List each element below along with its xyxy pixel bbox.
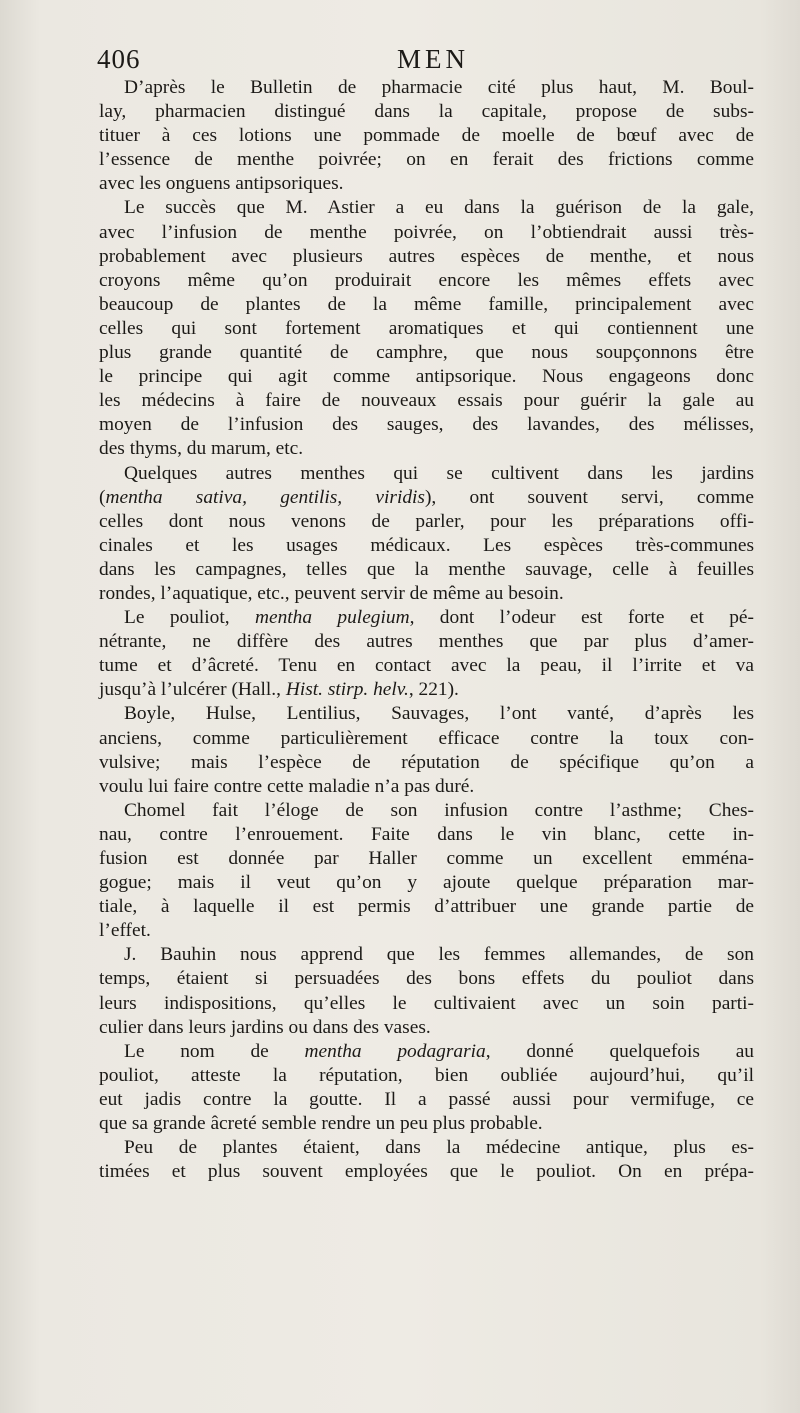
text-run: dans les campagnes, telles que la menthe sauvage, celle à feuilles: [99, 558, 754, 580]
italic-run: mentha pulegium: [254, 607, 410, 629]
text-run: que sa grande âcreté semble rendre un peu plus probable.: [99, 1113, 543, 1135]
text-line: [99, 413, 754, 437]
running-head: MEN: [397, 44, 469, 74]
text-line: [99, 341, 754, 365]
text-line: [99, 582, 754, 606]
text-line: [99, 943, 754, 967]
text-run: croyons même qu’on produirait encore les mêmes effets avec: [99, 269, 754, 291]
text-line: [99, 124, 754, 148]
text-line: [99, 630, 754, 654]
text-line: [99, 389, 754, 413]
text-line: [99, 486, 754, 510]
text-line: [99, 437, 754, 461]
text-line: [99, 534, 754, 558]
text-line: [99, 727, 754, 751]
text-run: Le nom de: [124, 1040, 305, 1062]
text-line: [99, 1136, 754, 1160]
text-run: temps, étaient si persuadées des bons effets du pouliot dans: [99, 968, 754, 990]
text-run: celles dont nous venons de parler, pour les préparations offi-: [99, 510, 754, 532]
text-line: [99, 871, 754, 895]
text-run: ), ont souvent servi, comme: [424, 486, 754, 508]
text-line: [99, 1088, 754, 1112]
text-line: [99, 992, 754, 1016]
text-run: celles qui sont fortement aromatiques et qui contiennent une: [99, 317, 754, 339]
text-run: rondes, l’aquatique, etc., peuvent servir de même au besoin.: [99, 582, 564, 604]
text-line: [99, 100, 754, 124]
text-run: moyen de l’infusion des sauges, des lavandes, des mélisses,: [99, 414, 754, 436]
text-run: J. Bauhin nous apprend que les femmes allemandes, de son: [124, 944, 754, 966]
body-text: [99, 76, 754, 1184]
text-run: tiale, à laquelle il est permis d’attribuer une grande partie de: [99, 896, 754, 918]
text-line: [99, 172, 754, 196]
text-run: avec les onguens antipsoriques.: [99, 173, 344, 195]
text-run: beaucoup de plantes de la même famille, principalement avec: [99, 293, 754, 315]
text-line: [99, 558, 754, 582]
text-line: [99, 365, 754, 389]
text-run: Le succès que M. Astier a eu dans la guérison de la gale,: [124, 197, 754, 219]
text-line: [99, 847, 754, 871]
text-line: [99, 967, 754, 991]
text-line: [99, 510, 754, 534]
text-run: Quelques autres menthes qui se cultivent dans les jardins: [124, 462, 754, 484]
text-line: [99, 269, 754, 293]
text-line: [99, 317, 754, 341]
text-line: [99, 678, 754, 702]
text-run: D’après le Bulletin de pharmacie cité plus haut, M. Boul-: [124, 77, 754, 98]
text-run: les médecins à faire de nouveaux essais pour guérir la gale au: [99, 390, 754, 412]
text-run: eut jadis contre la goutte. Il a passé aussi pour vermifuge, ce: [99, 1088, 754, 1110]
text-run: fusion est donnée par Haller comme un excellent emména-: [99, 848, 754, 869]
text-line: [99, 823, 754, 847]
text-run: Boyle, Hulse, Lentilius, Sauvages, l’ont vanté, d’après les: [124, 703, 754, 725]
text-run: anciens, comme particulièrement efficace contre la toux con-: [99, 727, 754, 749]
text-run: avec l’infusion de menthe poivrée, on l’obtiendrait aussi très-: [99, 221, 754, 243]
text-run: nau, contre l’enrouement. Faite dans le vin blanc, cette in-: [99, 823, 754, 845]
text-line: [99, 919, 754, 943]
page-number: 406: [97, 44, 141, 74]
text-line: [99, 606, 754, 630]
text-run: gogue; mais il veut qu’on y ajoute quelque préparation mar-: [99, 872, 754, 894]
text-run: voulu lui faire contre cette maladie n’a pas duré.: [99, 775, 475, 797]
text-run: , dont l’odeur est forte et pé-: [409, 607, 754, 629]
text-run: jusqu’à l’ulcérer (Hall.,: [99, 679, 286, 701]
italic-run: mentha podagraria: [304, 1040, 486, 1062]
text-line: [99, 1016, 754, 1040]
text-run: pouliot, atteste la réputation, bien oubliée aujourd’hui, qu’il: [99, 1064, 754, 1086]
text-run: plus grande quantité de camphre, que nous soupçonnons être: [99, 342, 754, 364]
text-line: [99, 221, 754, 245]
text-line: [99, 148, 754, 172]
text-line: [99, 1160, 754, 1184]
text-line: [99, 654, 754, 678]
text-line: [99, 775, 754, 799]
text-line: [99, 751, 754, 775]
text-run: probablement avec plusieurs autres espèces de menthe, et nous: [99, 245, 754, 267]
text-line: [99, 462, 754, 486]
text-run: , 221).: [408, 679, 459, 701]
text-run: des thyms, du marum, etc.: [99, 438, 304, 460]
text-line: [99, 702, 754, 726]
text-run: l’effet.: [99, 920, 151, 942]
text-run: Le pouliot,: [124, 607, 255, 629]
italic-run: mentha sativa, gentilis, viridis: [105, 486, 425, 508]
text-run: tituer à ces lotions une pommade de moelle de bœuf avec de: [99, 125, 754, 147]
italic-run: Hist. stirp. helv.: [285, 679, 409, 701]
text-line: [99, 799, 754, 823]
text-line: [99, 1040, 754, 1064]
text-line: [99, 293, 754, 317]
text-run: tume et d’âcreté. Tenu en contact avec la peau, il l’irrite et va: [99, 655, 754, 677]
text-run: vulsive; mais l’espèce de réputation de spécifique qu’on a: [99, 751, 754, 773]
text-line: [99, 895, 754, 919]
text-run: culier dans leurs jardins ou dans des vases.: [99, 1016, 431, 1038]
text-line: [99, 1064, 754, 1088]
text-line: [99, 76, 754, 100]
text-run: cinales et les usages médicaux. Les espèces très-communes: [99, 534, 754, 556]
text-run: l’essence de menthe poivrée; on en ferait des frictions comme: [99, 149, 754, 171]
text-line: [99, 196, 754, 220]
text-run: lay, pharmacien distingué dans la capitale, propose de subs-: [99, 101, 754, 123]
text-run: , donné quelquefois au: [485, 1040, 754, 1062]
text-line: [99, 1112, 754, 1136]
text-run: (: [99, 486, 106, 508]
text-run: leurs indispositions, qu’elles le cultivaient avec un soin parti-: [99, 992, 754, 1014]
text-run: nétrante, ne diffère des autres menthes que par plus d’amer-: [99, 631, 754, 653]
text-line: [99, 245, 754, 269]
page-header: [97, 44, 757, 80]
text-run: Peu de plantes étaient, dans la médecine antique, plus es-: [124, 1137, 754, 1159]
text-run: Chomel fait l’éloge de son infusion contre l’asthme; Ches-: [124, 799, 754, 821]
text-run: timées et plus souvent employées que le pouliot. On en prépa-: [99, 1161, 754, 1183]
text-run: le principe qui agit comme antipsorique. Nous engageons donc: [99, 366, 754, 388]
